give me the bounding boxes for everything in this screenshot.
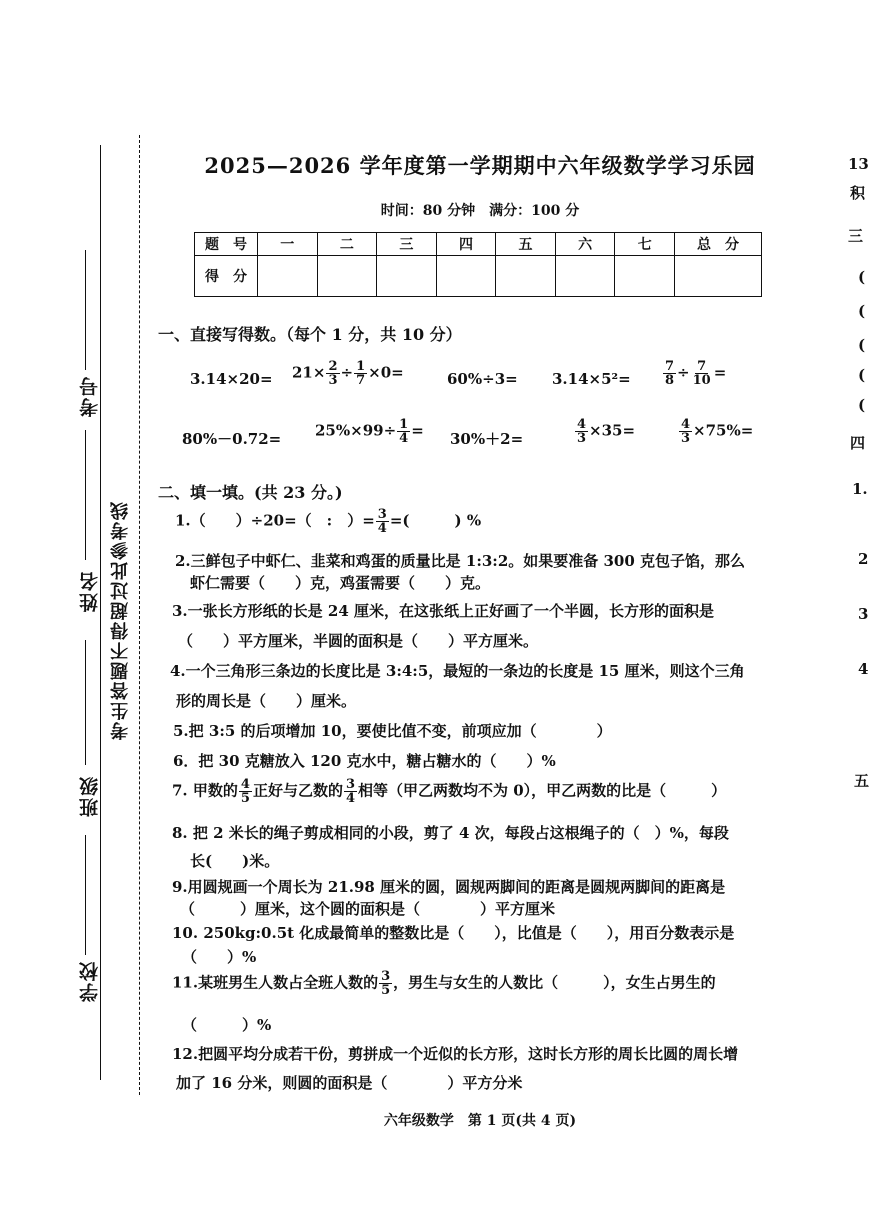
calc-text: ×0= bbox=[368, 363, 404, 382]
denominator: 4 bbox=[377, 521, 387, 536]
score-cell[interactable] bbox=[258, 256, 318, 297]
calc-text: ÷ bbox=[677, 363, 690, 382]
calc-2-2 bbox=[315, 418, 424, 445]
question-4-line2: 形的周长是（ ）厘米。 bbox=[176, 692, 357, 710]
fraction bbox=[326, 360, 339, 387]
exam-title: 2025—2026 学年度第一学期期中六年级数学学习乐园 bbox=[204, 153, 756, 178]
question-2-line1: 2.三鲜包子中虾仁、韭菜和鸡蛋的质量比是 1:3:2。如果要准备 300 克包子馅，那么 bbox=[175, 552, 746, 570]
next-page-section3: 三 bbox=[848, 227, 864, 245]
fraction bbox=[679, 418, 692, 445]
calc-text: 80%－0.72= bbox=[182, 430, 282, 448]
score-header-cell: 二 bbox=[317, 233, 377, 256]
binding-line-outer bbox=[100, 145, 101, 1080]
denominator: 4 bbox=[399, 431, 409, 446]
question-1 bbox=[175, 508, 481, 535]
fraction bbox=[239, 778, 252, 805]
score-table-header-row bbox=[195, 233, 762, 256]
calc-2-3 bbox=[450, 428, 523, 449]
numerator: 7 bbox=[665, 359, 675, 374]
next-page-section5: 五 bbox=[854, 772, 869, 790]
paren-mark: ( bbox=[858, 268, 866, 286]
fraction bbox=[354, 360, 367, 387]
denominator: 10 bbox=[692, 373, 711, 388]
numerator: 1 bbox=[399, 417, 409, 432]
paren-mark: ( bbox=[858, 396, 866, 414]
score-cell[interactable] bbox=[377, 256, 437, 297]
question-12-line1: 12.把圆平均分成若干份，剪拼成一个近似的长方形，这时长方形的周长比圆的周长增 bbox=[172, 1045, 739, 1063]
numerator: 4 bbox=[577, 417, 587, 432]
calc-text: ×75%= bbox=[693, 421, 754, 440]
question-10-line1: 10. 250kg:0.5t 化成最简单的整数比是（ ），比值是（ ），用百分数表示是 bbox=[172, 924, 735, 942]
paren-mark: ( bbox=[858, 302, 866, 320]
calc-text: 60%÷3= bbox=[447, 370, 518, 388]
kaohao-blank bbox=[85, 250, 87, 370]
fraction bbox=[379, 970, 392, 997]
score-cell[interactable] bbox=[317, 256, 377, 297]
score-cell[interactable] bbox=[436, 256, 496, 297]
denominator: 8 bbox=[665, 373, 675, 388]
calc-text: 30%＋2= bbox=[450, 430, 524, 448]
next-page-section4: 四 bbox=[850, 434, 866, 452]
score-header-cell: 七 bbox=[615, 233, 675, 256]
question-9-line1: 9.用圆规画一个周长为 21.98 厘米的圆，圆规两脚间的距离是圆规两脚间的距离是 bbox=[172, 878, 726, 896]
score-cell[interactable] bbox=[615, 256, 675, 297]
denominator: 3 bbox=[328, 373, 338, 388]
score-table bbox=[194, 232, 762, 297]
question-11 bbox=[172, 970, 716, 997]
section2-heading: 二、填一填。(共 23 分。) bbox=[158, 483, 343, 502]
question-3-line1: 3.一张长方形纸的长是 24 厘米，在这张纸上正好画了一个半圆，长方形的面积是 bbox=[172, 602, 714, 620]
score-header-cell: 一 bbox=[258, 233, 318, 256]
score-row-label: 得 分 bbox=[195, 256, 258, 297]
xuexiao-blank bbox=[85, 835, 87, 955]
xuexiao-label: 学校 bbox=[79, 960, 101, 1002]
calc-text: = bbox=[713, 363, 727, 382]
denominator: 5 bbox=[381, 983, 391, 998]
question-9-line2: （ ）厘米，这个圆的面积是（ ）平方厘米 bbox=[180, 900, 556, 918]
calc-text: 21× bbox=[292, 363, 326, 382]
kaohao-label: 考号 bbox=[79, 375, 101, 417]
fraction bbox=[376, 508, 389, 535]
question-6: 6．把 30 克糖放入 120 克水中，糖占糖水的（ ）% bbox=[173, 752, 556, 770]
exam-meta: 时间：80 分钟 满分：100 分 bbox=[380, 203, 580, 219]
numerator: 7 bbox=[697, 359, 707, 374]
binding-dashed-line bbox=[139, 135, 140, 1095]
calc-2-5 bbox=[678, 418, 753, 445]
xingming-blank bbox=[85, 430, 87, 560]
question-text: 7. 甲数的 bbox=[172, 781, 238, 800]
calc-2-1 bbox=[182, 428, 281, 449]
calc-text: ×35= bbox=[589, 421, 636, 440]
paren-mark: ( bbox=[858, 366, 866, 384]
question-2-line2: 虾仁需要（ ）克，鸡蛋需要（ ）克。 bbox=[190, 574, 491, 592]
question-10-line2: （ ）% bbox=[182, 948, 257, 966]
calc-1-4 bbox=[552, 370, 631, 388]
xingming-label: 姓名 bbox=[79, 570, 101, 612]
calc-text: ÷ bbox=[340, 363, 354, 382]
calc-text: = bbox=[411, 421, 424, 440]
question-5: 5.把 3:5 的后项增加 10，要使比值不变，前项应加（ ） bbox=[173, 722, 612, 740]
paren-mark: ( bbox=[858, 336, 866, 354]
denominator: 5 bbox=[240, 791, 250, 806]
score-header-cell: 题 号 bbox=[195, 233, 258, 256]
warning-text: 考生答题不得超过此参考线 bbox=[110, 500, 131, 740]
calc-1-5 bbox=[662, 360, 726, 387]
denominator: 4 bbox=[345, 791, 355, 806]
score-cell[interactable] bbox=[675, 256, 762, 297]
calc-text: 3.14×20= bbox=[190, 370, 273, 388]
page-footer: 六年级数学 第 1 页(共 4 页) bbox=[383, 1113, 577, 1129]
next-page-n1: 1. bbox=[852, 480, 868, 498]
numerator: 1 bbox=[356, 359, 366, 374]
next-page-n3: 3 bbox=[858, 605, 869, 623]
next-page-ji: 积 bbox=[850, 184, 866, 202]
question-text: ，男生与女生的人数比（ ），女生占男生的 bbox=[393, 973, 716, 992]
next-page-n2: 2 bbox=[858, 550, 869, 568]
calc-text: 25%×99÷ bbox=[315, 421, 397, 440]
question-3-line2: （ ）平方厘米，半圆的面积是（ ）平方厘米。 bbox=[178, 632, 539, 650]
question-8-line1: 8. 把 2 米长的绳子剪成相同的小段，剪了 4 次，每段占这根绳子的（ ）%，每段 bbox=[172, 824, 729, 842]
question-text: 1.（ ）÷20=（ : ）= bbox=[175, 511, 375, 530]
calc-1-3 bbox=[447, 370, 518, 388]
section1-heading: 一、直接写得数。（每个 1 分，共 10 分） bbox=[158, 325, 462, 344]
question-text: 相等（甲乙两数均不为 0），甲乙两数的比是（ ） bbox=[358, 781, 727, 800]
banji-blank bbox=[85, 640, 87, 765]
question-text: 正好与乙数的 bbox=[252, 781, 343, 800]
numerator: 4 bbox=[240, 777, 250, 792]
fraction bbox=[691, 360, 713, 387]
question-7 bbox=[172, 778, 726, 805]
score-header-cell: 总 分 bbox=[675, 233, 762, 256]
fraction bbox=[344, 778, 357, 805]
question-text: =( ) % bbox=[389, 511, 482, 530]
next-page-q13: 13 bbox=[848, 155, 869, 173]
score-header-cell: 三 bbox=[377, 233, 437, 256]
denominator: 3 bbox=[577, 431, 587, 446]
score-header-cell: 五 bbox=[496, 233, 556, 256]
question-8-line2: 长( )米。 bbox=[190, 852, 280, 870]
fraction bbox=[575, 418, 588, 445]
question-text: 11.某班男生人数占全班人数的 bbox=[172, 973, 379, 992]
numerator: 2 bbox=[328, 359, 338, 374]
banji-label: 班级 bbox=[79, 775, 101, 817]
numerator: 4 bbox=[681, 417, 691, 432]
score-cell[interactable] bbox=[496, 256, 556, 297]
calc-1-1 bbox=[190, 370, 273, 388]
fraction bbox=[397, 418, 410, 445]
next-page-n4: 4 bbox=[858, 660, 869, 678]
numerator: 3 bbox=[345, 777, 355, 792]
numerator: 3 bbox=[381, 969, 391, 984]
question-4-line1: 4.一个三角形三条边的长度比是 3:4:5，最短的一条边的长度是 15 厘米，则这个三角 bbox=[170, 662, 745, 680]
score-table-score-row bbox=[195, 256, 762, 297]
numerator: 3 bbox=[377, 507, 387, 522]
score-header-cell: 四 bbox=[436, 233, 496, 256]
question-12-line2: 加了 16 分米，则圆的面积是（ ）平方分米 bbox=[176, 1074, 523, 1092]
calc-2-4 bbox=[574, 418, 635, 445]
score-header-cell: 六 bbox=[555, 233, 615, 256]
calc-text: 3.14×5²= bbox=[552, 370, 631, 388]
denominator: 3 bbox=[681, 431, 691, 446]
calc-1-2 bbox=[292, 360, 404, 387]
question-11-line2: （ ）% bbox=[182, 1016, 272, 1034]
score-cell[interactable] bbox=[555, 256, 615, 297]
denominator: 7 bbox=[356, 373, 366, 388]
fraction bbox=[663, 360, 676, 387]
